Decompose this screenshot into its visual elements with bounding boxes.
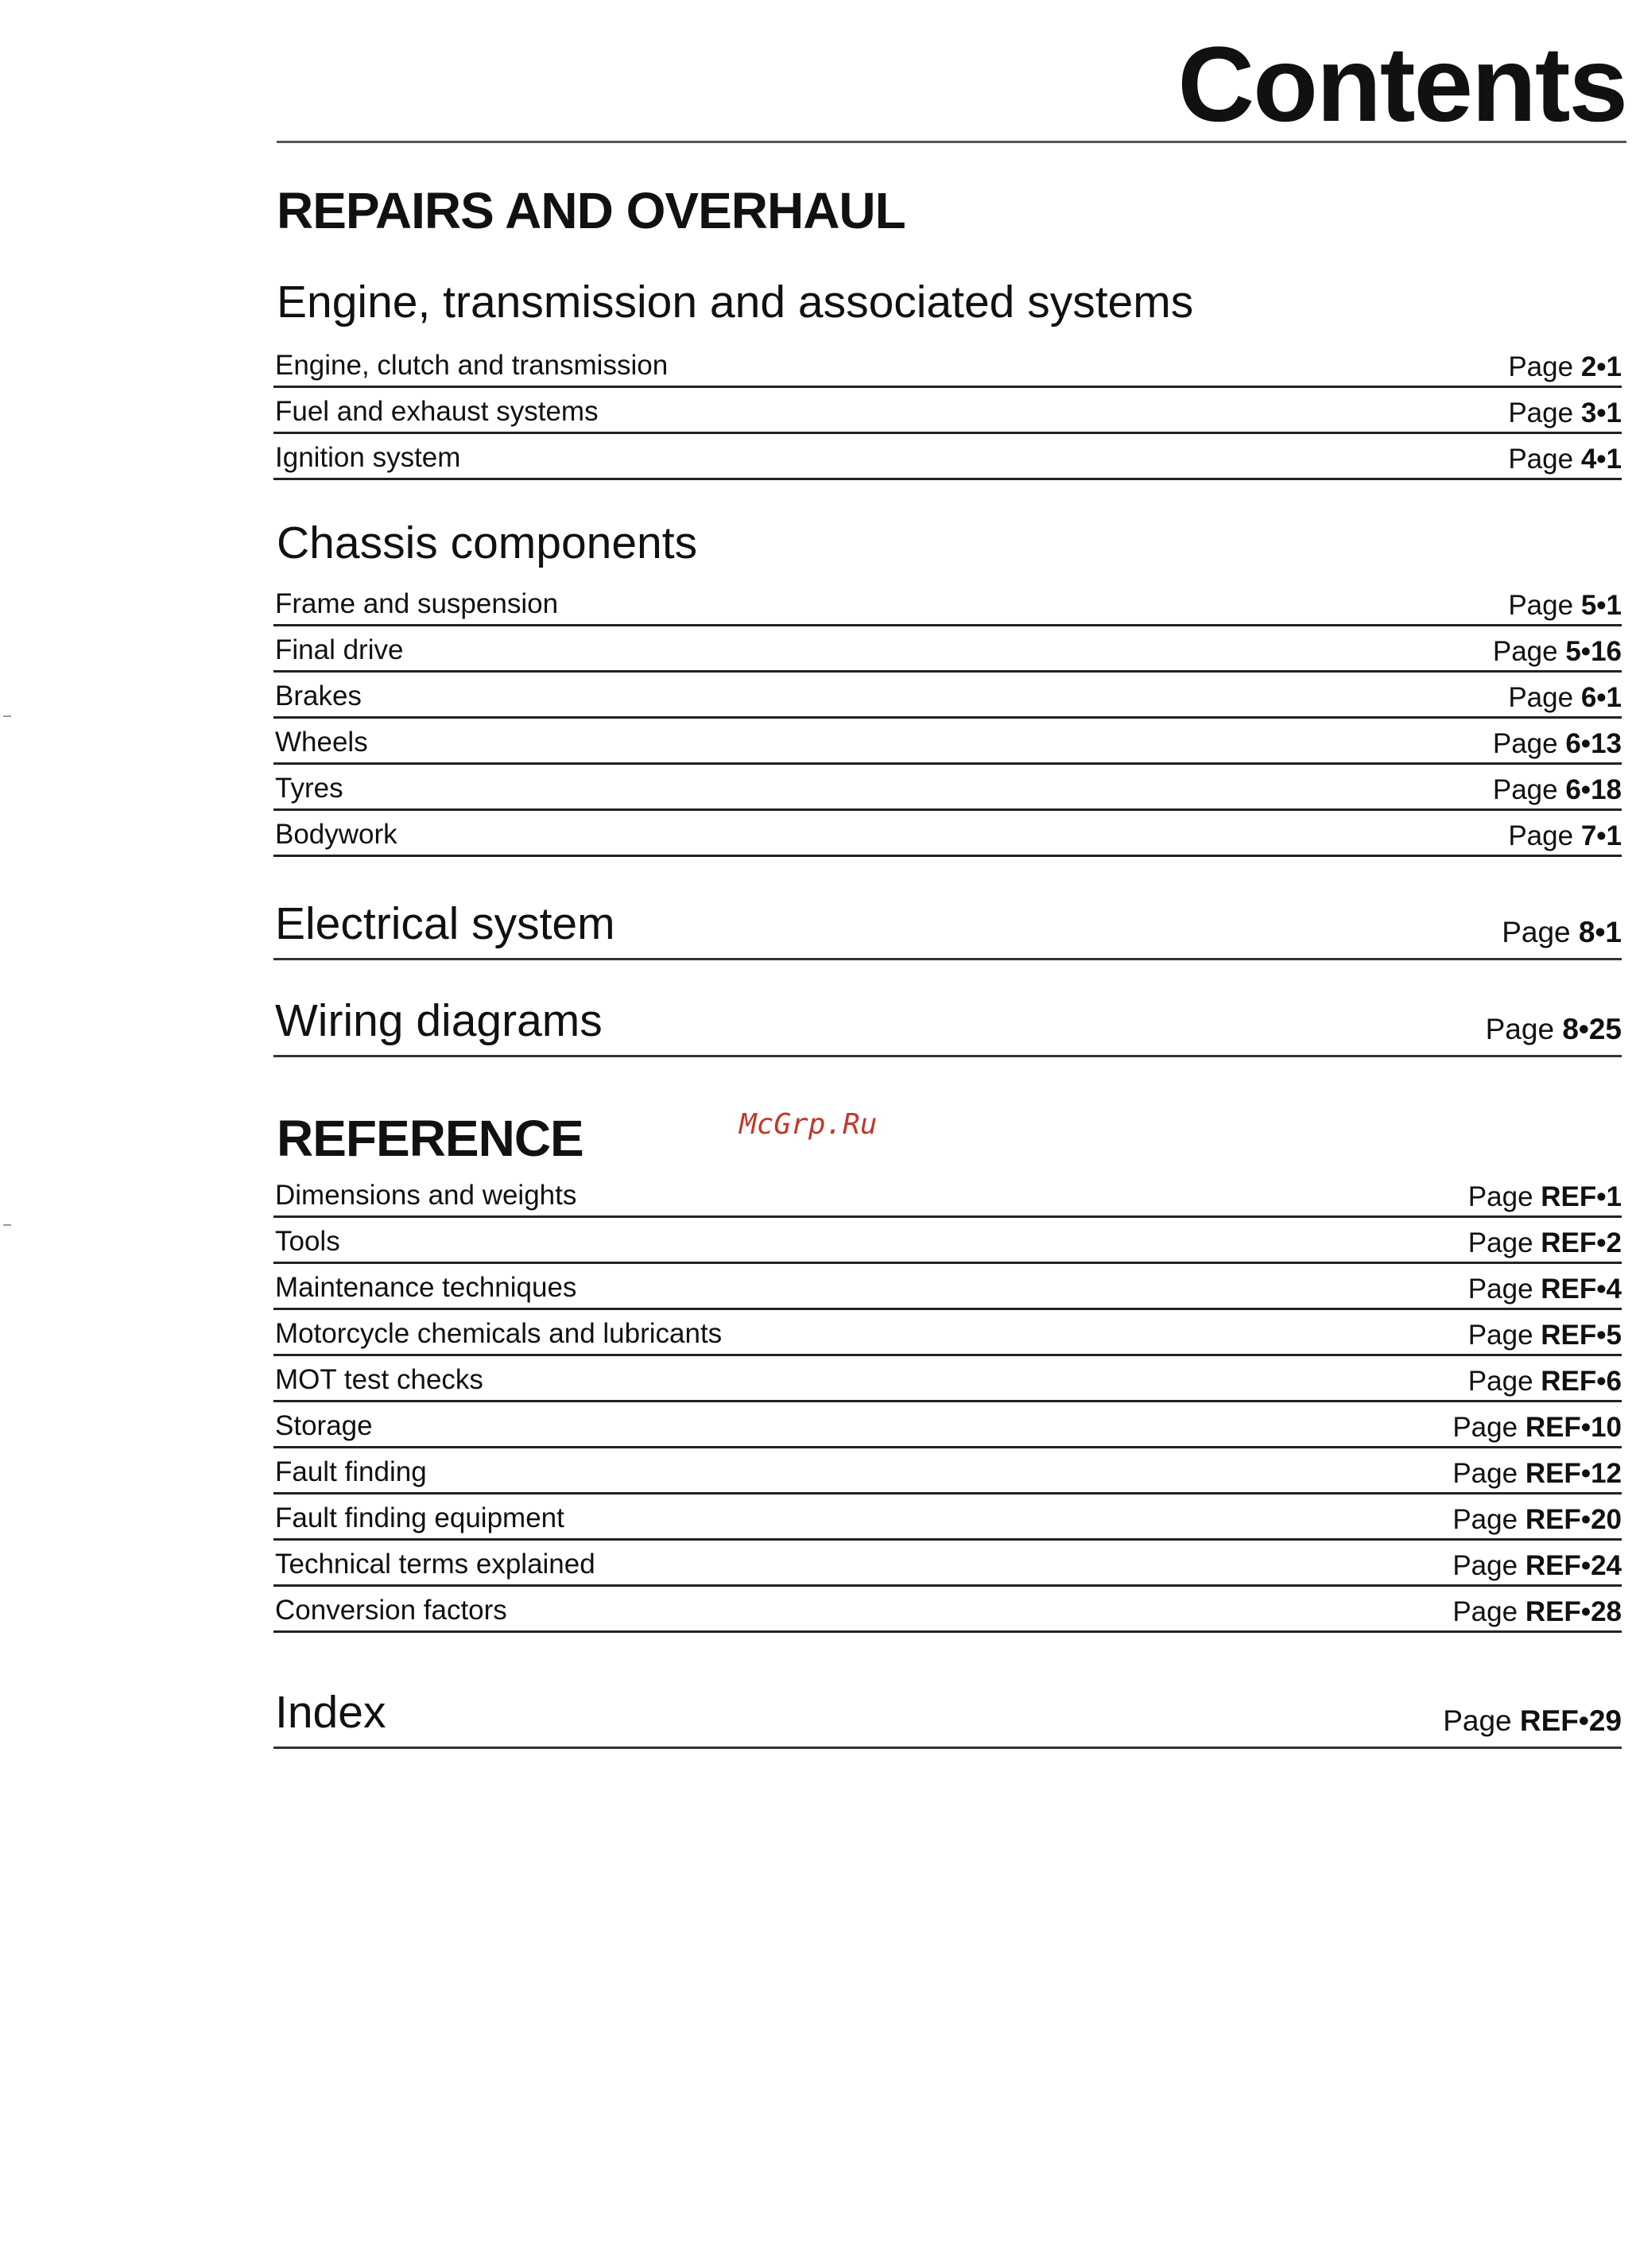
watermark: McGrp.Ru	[739, 1108, 878, 1141]
toc-entry-label: Index	[275, 1687, 386, 1738]
toc-entry-label: Fault finding	[275, 1456, 427, 1487]
toc-entry-label: Frame and suspension	[275, 588, 559, 619]
toc-entry-label: Technical terms explained	[275, 1549, 595, 1580]
margin-mark	[3, 715, 11, 717]
toc-entry-label: Engine, clutch and transmission	[275, 350, 669, 381]
toc-entry-page: Page REF•28	[1452, 1596, 1622, 1627]
toc-entry-page: Page REF•10	[1452, 1412, 1622, 1443]
toc-entry[interactable]	[273, 434, 1622, 480]
toc-entry-label: Bodywork	[275, 819, 397, 850]
toc-entry[interactable]	[273, 1172, 1622, 1218]
section-heading-engine: Engine, transmission and associated systems	[277, 277, 1194, 328]
toc-entry-label: Tyres	[275, 773, 343, 804]
toc-entry-label: Electrical system	[275, 898, 615, 949]
toc-entry-wiring[interactable]	[273, 991, 1622, 1057]
toc-entry-label: Maintenance techniques	[275, 1272, 577, 1303]
toc-entry-page: Page REF•29	[1443, 1704, 1622, 1737]
toc-entry[interactable]	[273, 1310, 1622, 1356]
margin-mark	[3, 1224, 11, 1226]
toc-entry-label: Final drive	[275, 634, 404, 665]
toc-entry-page: Page 5•1	[1508, 590, 1622, 621]
toc-entry-page: Page REF•12	[1452, 1458, 1622, 1489]
toc-entry-page: Page REF•6	[1467, 1366, 1622, 1397]
toc-entry-label: MOT test checks	[275, 1364, 483, 1395]
toc-entry[interactable]	[273, 1356, 1622, 1402]
toc-entry-page: Page REF•1	[1467, 1181, 1622, 1212]
page-title: Contents	[1177, 25, 1626, 144]
toc-entry[interactable]	[273, 626, 1622, 673]
toc-entry[interactable]	[273, 1402, 1622, 1448]
toc-entry[interactable]	[273, 1218, 1622, 1264]
toc-entry-electrical[interactable]	[273, 894, 1622, 960]
toc-entry-page: Page REF•4	[1467, 1274, 1622, 1305]
toc-entry-label: Motorcycle chemicals and lubricants	[275, 1318, 723, 1349]
toc-entry[interactable]	[273, 580, 1622, 626]
toc-entry-page: Page REF•24	[1452, 1550, 1622, 1581]
part-heading-repairs: REPAIRS AND OVERHAUL	[277, 182, 905, 239]
toc-entry-label: Wheels	[275, 727, 368, 758]
title-rule	[277, 141, 1626, 143]
toc-entry-label: Storage	[275, 1410, 373, 1441]
toc-entry[interactable]	[273, 1448, 1622, 1495]
toc-entry-page: Page 3•1	[1508, 397, 1622, 428]
toc-entry-page: Page 6•13	[1492, 728, 1622, 759]
toc-entry[interactable]	[273, 765, 1622, 811]
toc-entry-page: Page 4•1	[1508, 444, 1622, 475]
toc-entry[interactable]	[273, 1541, 1622, 1587]
toc-entry[interactable]	[273, 811, 1622, 857]
toc-entry-page: Page 6•18	[1492, 774, 1622, 805]
toc-entry-page: Page REF•5	[1467, 1320, 1622, 1351]
toc-entry-page: Page REF•20	[1452, 1504, 1622, 1535]
toc-entry-page: Page 6•1	[1508, 682, 1622, 713]
toc-entry[interactable]	[273, 1264, 1622, 1310]
toc-entry[interactable]	[273, 673, 1622, 719]
toc-entry-label: Conversion factors	[275, 1595, 507, 1626]
toc-entry-index[interactable]	[273, 1682, 1622, 1749]
part-heading-reference: REFERENCE	[277, 1110, 583, 1167]
toc-entry[interactable]	[273, 342, 1622, 388]
section-heading-chassis: Chassis components	[277, 518, 698, 568]
toc-entry-label: Tools	[275, 1226, 340, 1257]
toc-entry-label: Wiring diagrams	[275, 995, 603, 1046]
toc-entry-label: Fuel and exhaust systems	[275, 396, 599, 427]
toc-entry-page: Page 8•25	[1485, 1013, 1622, 1045]
toc-entry[interactable]	[273, 1587, 1622, 1633]
toc-entry-page: Page REF•2	[1467, 1227, 1622, 1258]
toc-entry-label: Fault finding equipment	[275, 1502, 564, 1533]
toc-entry-label: Dimensions and weights	[275, 1180, 577, 1211]
toc-entry-label: Brakes	[275, 680, 362, 711]
toc-entry[interactable]	[273, 388, 1622, 434]
toc-entry-label: Ignition system	[275, 442, 461, 473]
toc-entry-page: Page 8•1	[1502, 916, 1622, 948]
toc-entry[interactable]	[273, 719, 1622, 765]
toc-entry-page: Page 5•16	[1492, 636, 1622, 667]
toc-entry-page: Page 2•1	[1508, 351, 1622, 382]
toc-entry[interactable]	[273, 1495, 1622, 1541]
toc-entry-page: Page 7•1	[1508, 820, 1622, 851]
